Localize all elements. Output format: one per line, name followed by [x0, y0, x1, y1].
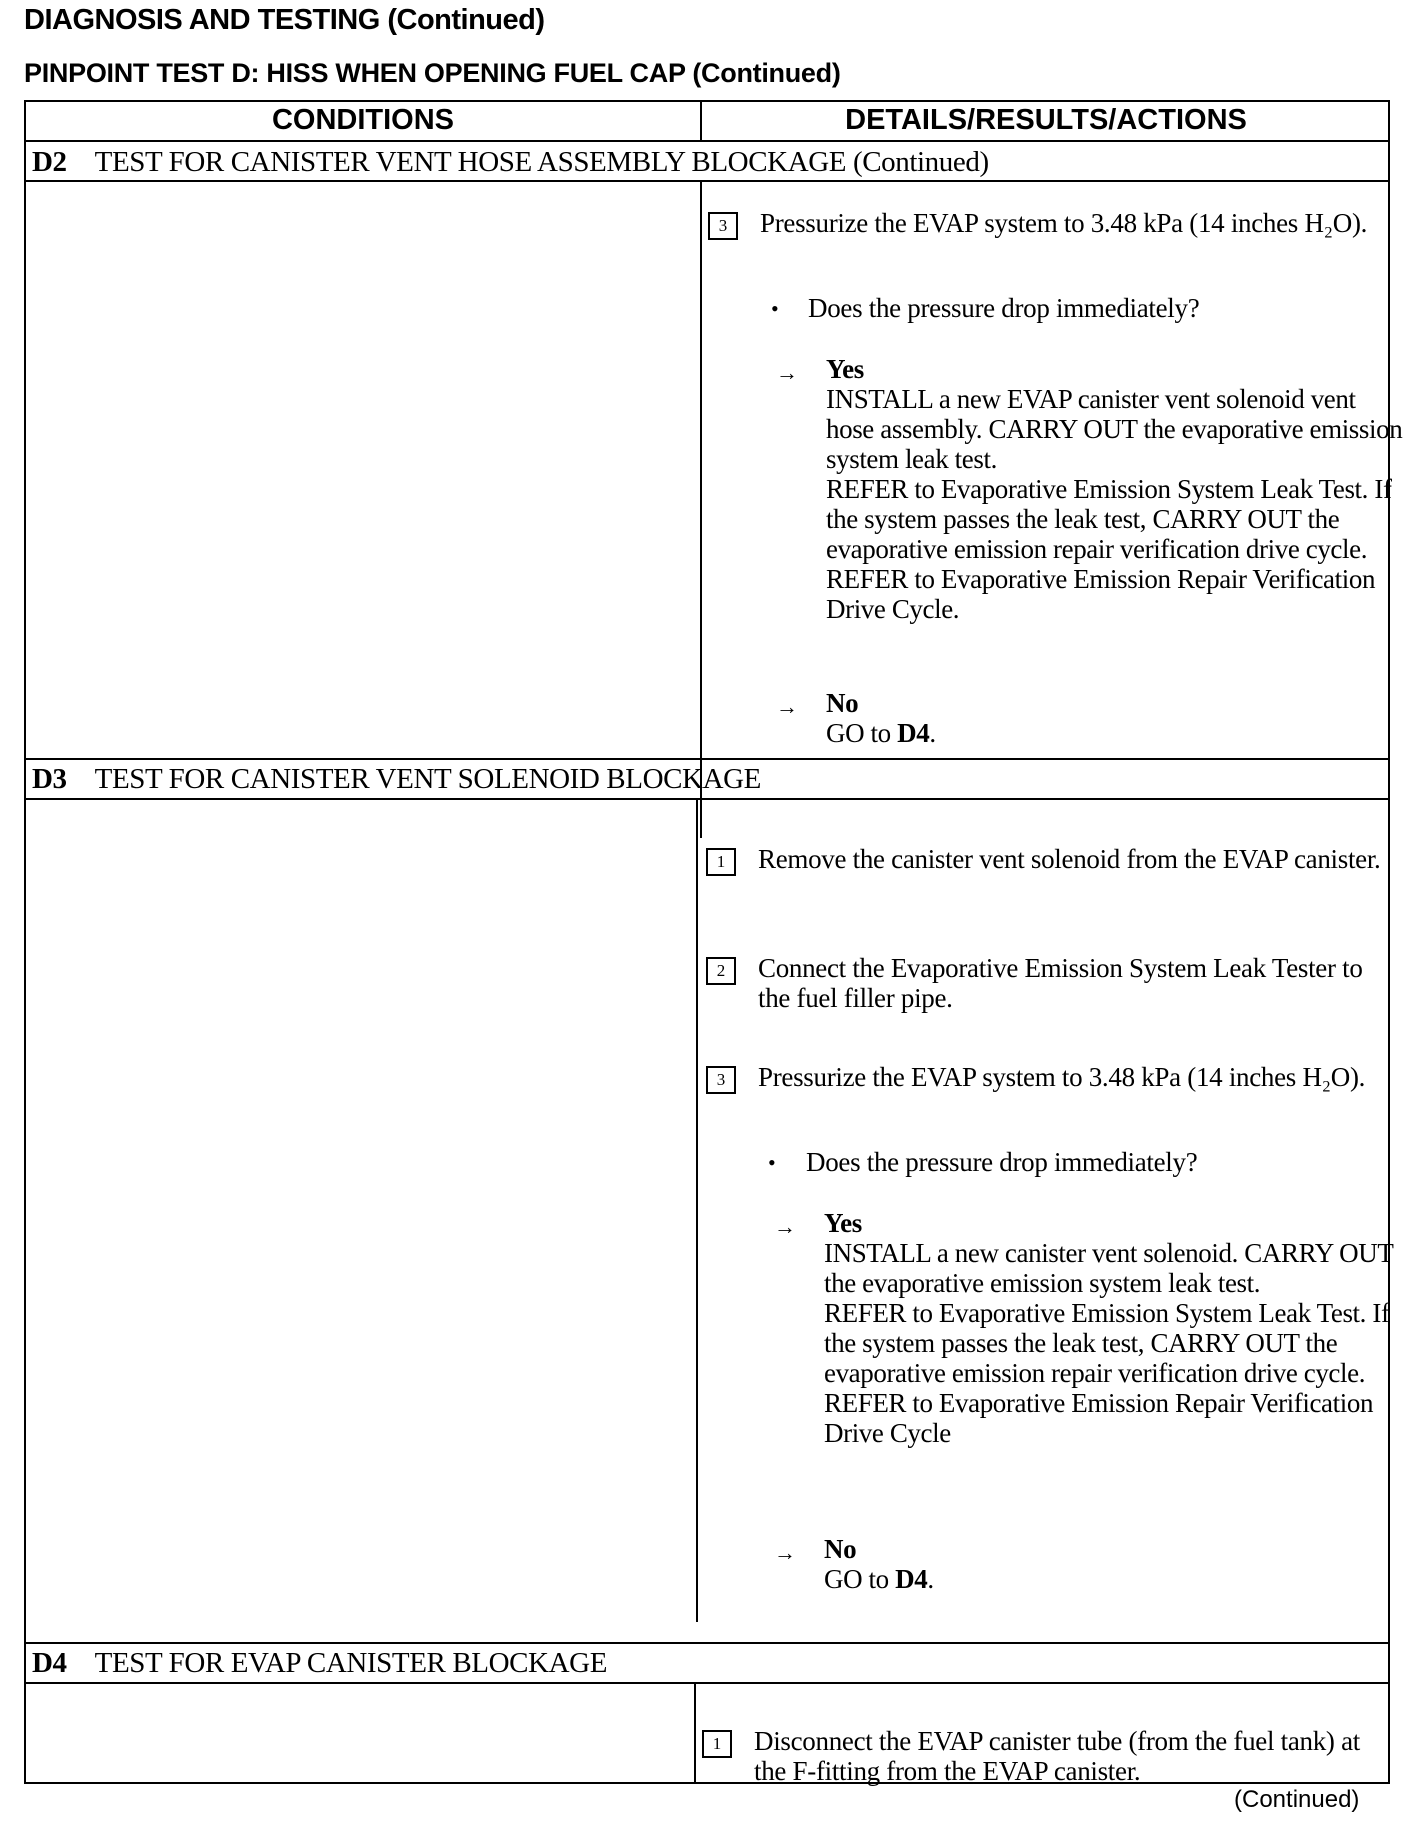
answer-no: [824, 1534, 1404, 1594]
bullet-icon: •: [771, 296, 779, 321]
row-divider: [26, 798, 1388, 800]
section-code: D3: [32, 763, 67, 795]
answer-yes: [826, 354, 1406, 624]
row-divider: [26, 1642, 1388, 1644]
section-title-text: TEST FOR CANISTER VENT SOLENOID BLOCKAGE: [94, 763, 761, 795]
step-number-box: 1: [702, 1730, 732, 1758]
answer-action: REFER to Evaporative Emission Repair Verification Drive Cycle: [824, 1388, 1374, 1448]
row-divider: [26, 1682, 1388, 1684]
step-number-box: 3: [708, 212, 738, 240]
step-instruction: Connect the Evaporative Emission System Leak Tester to the fuel filler pipe.: [758, 953, 1363, 1013]
row-divider: [26, 758, 1388, 760]
continued-note: (Continued): [1234, 1786, 1360, 1813]
answer-action: GO to: [826, 718, 898, 748]
answer-action: REFER to Evaporative Emission System Leak Test. If the system passes the leak test, CARRY OUT the evaporative emission repair verification drive cycle.: [824, 1298, 1390, 1388]
step-number-box: 1: [706, 848, 736, 876]
row-divider: [26, 140, 1388, 142]
arrow-right-icon: →: [776, 360, 798, 385]
step-number-box: 3: [706, 1066, 736, 1094]
answer-label: Yes: [826, 354, 864, 384]
column-divider: [694, 1682, 696, 1784]
test-question: Does the pressure drop immediately?: [806, 1147, 1198, 1177]
answer-action: INSTALL a new EVAP canister vent solenoid vent hose assembly. CARRY OUT the evaporative emission system leak test.: [826, 384, 1403, 474]
arrow-right-icon: →: [774, 1540, 796, 1565]
step-instruction: Disconnect the EVAP canister tube (from the fuel tank) at the F-fitting from the EVAP canister.: [754, 1726, 1360, 1786]
test-title: PINPOINT TEST D: HISS WHEN OPENING FUEL CAP (Continued): [24, 58, 841, 88]
answer-punctuation: .: [929, 718, 936, 748]
section-code: D2: [32, 146, 67, 178]
section-heading-d3: [32, 763, 761, 796]
step-instruction: Pressurize the EVAP system to 3.48 kPa (14 inches H₂O).: [758, 1062, 1366, 1092]
answer-label: No: [824, 1534, 857, 1564]
column-header-details: DETAILS/RESULTS/ACTIONS: [845, 104, 1247, 136]
answer-action: REFER to Evaporative Emission System Leak Test. If the system passes the leak test, CARRY OUT the evaporative emission repair verification drive cycle.: [826, 474, 1392, 564]
answer-no: [826, 688, 1406, 748]
section-title-text: TEST FOR EVAP CANISTER BLOCKAGE: [94, 1647, 608, 1679]
section-heading-d4: [32, 1647, 607, 1680]
answer-yes: [824, 1208, 1404, 1448]
test-question: Does the pressure drop immediately?: [808, 293, 1200, 323]
column-divider: [696, 798, 698, 1622]
arrow-right-icon: →: [774, 1214, 796, 1239]
step-instruction: Remove the canister vent solenoid from the EVAP canister.: [758, 844, 1381, 874]
goto-link[interactable]: D4: [895, 1564, 928, 1594]
column-divider: [700, 102, 702, 140]
answer-action: INSTALL a new canister vent solenoid. CARRY OUT the evaporative emission system leak test.: [824, 1238, 1393, 1298]
column-header-conditions: CONDITIONS: [271, 104, 455, 136]
step-instruction: Pressurize the EVAP system to 3.48 kPa (14 inches H₂O).: [760, 208, 1368, 238]
step-number-box: 2: [706, 957, 736, 985]
section-title: DIAGNOSIS AND TESTING (Continued): [24, 4, 545, 36]
answer-punctuation: .: [927, 1564, 934, 1594]
section-code: D4: [32, 1647, 67, 1679]
column-divider: [700, 180, 702, 838]
bullet-icon: •: [768, 1150, 776, 1175]
row-divider: [26, 180, 1388, 182]
answer-label: Yes: [824, 1208, 862, 1238]
arrow-right-icon: →: [776, 694, 798, 719]
section-heading-d2: [32, 146, 989, 179]
answer-action: REFER to Evaporative Emission Repair Verification Drive Cycle.: [826, 564, 1376, 624]
answer-action: GO to: [824, 1564, 896, 1594]
section-title-text: TEST FOR CANISTER VENT HOSE ASSEMBLY BLOCKAGE (Continued): [94, 146, 989, 178]
answer-label: No: [826, 688, 859, 718]
goto-link[interactable]: D4: [897, 718, 930, 748]
pinpoint-test-table: [24, 100, 1403, 1786]
